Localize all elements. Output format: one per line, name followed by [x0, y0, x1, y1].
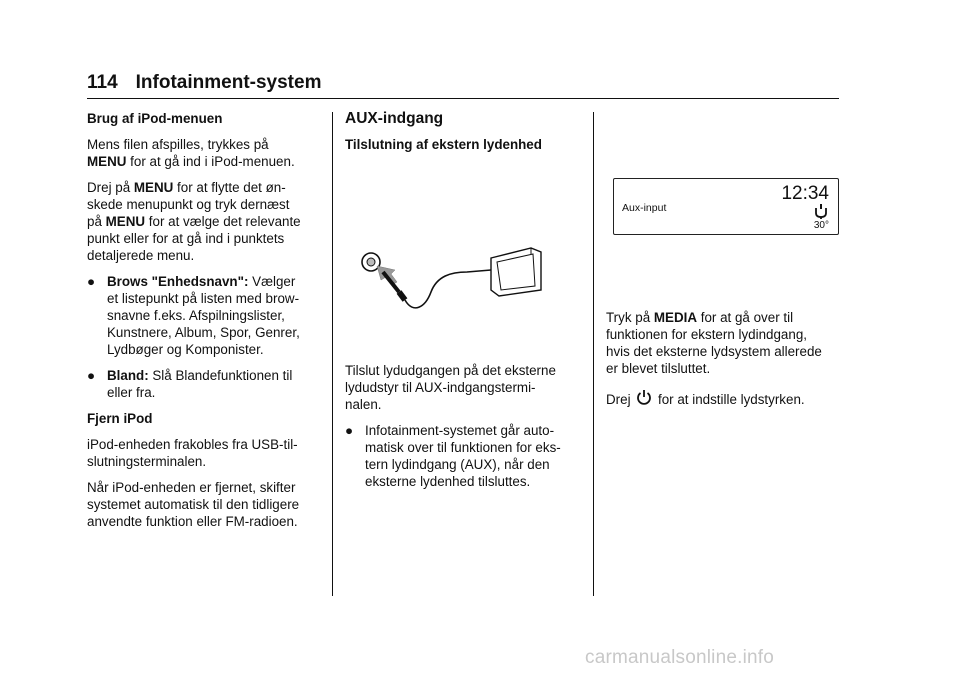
- list-item: ● Infotainment-systemet går auto- matisk over til funktionen for eks- tern lydindgang (AUX), når den eksterne lydenhed tilsluttes.: [345, 423, 561, 489]
- column-divider-2: [593, 112, 594, 596]
- display-clock: 12:34: [781, 183, 829, 204]
- watermark: carmanualsonline.info: [585, 647, 775, 668]
- paragraph: Når iPod-enheden er fjernet, skifter systemet automatisk til den tidligere anvendte funktion eller FM-radioen.: [87, 480, 300, 529]
- paragraph: Mens filen afspilles, trykkes på MENU for at gå ind i iPod-menuen.: [87, 137, 295, 169]
- aux-display-screen: [613, 178, 839, 235]
- paragraph: Drej på MENU for at flytte det øn- skede menupunkt og tryk dernæst på MENU for at vælge det relevante punkt eller for at gå ind i punktets detaljerede menu.: [87, 180, 301, 263]
- list-item: ● Bland: Slå Blandefunktionen til eller fra.: [87, 368, 293, 400]
- power-icon: [636, 389, 652, 406]
- section-heading-remove-ipod: Fjern iPod: [87, 411, 153, 426]
- display-temperature: 30°: [813, 220, 829, 231]
- bullet: ●: [87, 274, 96, 289]
- bullet: ●: [87, 368, 96, 383]
- header-rule: [87, 98, 839, 99]
- paragraph: Drej for at indstille lydstyrken.: [606, 389, 846, 408]
- column-2-body: [345, 362, 587, 499]
- aux-plug-icon: [814, 203, 828, 219]
- subheading-connect: Tilslutning af ekstern lydenhed: [345, 137, 542, 152]
- column-divider-1: [332, 112, 333, 596]
- list-item: ● Brows "Enhedsnavn": Vælger et listepunkt på listen med brow- snavne f.eks. Afspilningslister, Kunstnere, Album, Spor, Genrer, Lydbøger og Komponister.: [87, 274, 300, 357]
- page-header: [87, 72, 321, 94]
- column-2: [345, 110, 587, 162]
- paragraph: Tilslut lydudgangen på det eksterne lydudstyr til AUX-indgangstermi- nalen.: [345, 363, 556, 412]
- bullet: ●: [345, 423, 354, 438]
- section-heading-aux: AUX-indgang: [345, 110, 444, 127]
- section-heading-ipod-menu: Brug af iPod-menuen: [87, 111, 223, 126]
- paragraph: iPod-enheden frakobles fra USB-til- slutningsterminalen.: [87, 437, 298, 469]
- paragraph: Tryk på MEDIA for at gå over til funktionen for ekstern lydindgang, hvis det eksterne lydsystem allerede er blevet tilsluttet.: [606, 310, 822, 376]
- page-number: 114: [87, 72, 118, 93]
- aux-connection-illustration: [355, 232, 545, 324]
- display-source-label: Aux-input: [622, 202, 667, 214]
- column-3-body: [606, 309, 846, 417]
- column-1: [87, 110, 327, 539]
- page-title: Infotainment-system: [135, 72, 322, 93]
